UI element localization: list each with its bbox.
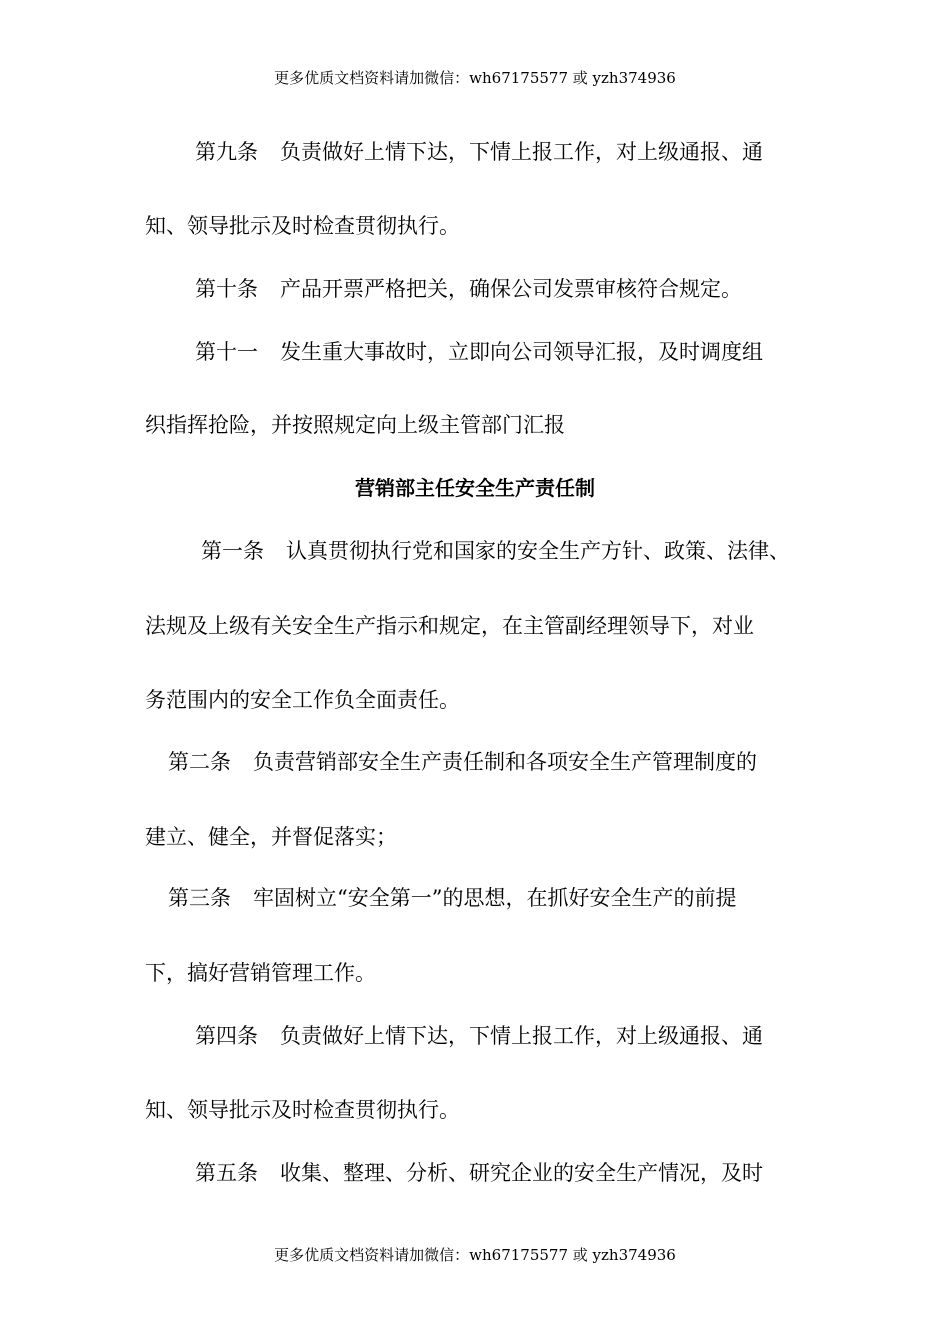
article-label: 第二条 — [168, 750, 231, 774]
article-1-line-1 — [201, 537, 790, 565]
article-text: 产品开票严格把关，确保公司发票审核符合规定。 — [280, 277, 742, 301]
article-text: 收集、整理、分析、研究企业的安全生产情况，及时 — [280, 1161, 763, 1185]
article-1-line-3: 务范围内的安全工作负全面责任。 — [145, 688, 460, 712]
article-text: 负责营销部安全生产责任制和各项安全生产管理制度的 — [253, 750, 757, 774]
article-text: 发生重大事故时，立即向公司领导汇报，及时调度组 — [280, 340, 763, 364]
article-9-line-2: 知、领导批示及时检查贯彻执行。 — [145, 214, 460, 238]
article-1-line-2: 法规及上级有关安全生产指示和规定，在主管副经理领导下，对业 — [145, 614, 754, 638]
article-10-line-1 — [195, 275, 742, 303]
page-header: 更多优质文档资料请加微信：wh67175577 或 yzh374936 — [274, 69, 676, 87]
article-3-line-1 — [168, 884, 736, 912]
page-footer: 更多优质文档资料请加微信：wh67175577 或 yzh374936 — [274, 1246, 676, 1264]
article-label: 第一条 — [201, 539, 264, 563]
article-label: 第三条 — [168, 886, 231, 910]
article-text: 牢固树立“安全第一”的思想，在抓好安全生产的前提 — [253, 886, 737, 910]
article-label: 第五条 — [195, 1161, 258, 1185]
article-4-line-2: 知、领导批示及时检查贯彻执行。 — [145, 1098, 460, 1122]
article-text: 负责做好上情下达，下情上报工作，对上级通报、通 — [280, 140, 763, 164]
article-label: 第十条 — [195, 277, 258, 301]
article-text: 负责做好上情下达，下情上报工作，对上级通报、通 — [280, 1024, 763, 1048]
article-3-line-2: 下，搞好营销管理工作。 — [145, 961, 376, 985]
article-5-line-1 — [195, 1159, 763, 1187]
article-label: 第四条 — [195, 1024, 258, 1048]
article-11-line-1 — [195, 338, 763, 366]
article-4-line-1 — [195, 1022, 763, 1050]
article-text: 认真贯彻执行党和国家的安全生产方针、政策、法律、 — [286, 539, 790, 563]
section-title: 营销部主任安全生产责任制 — [355, 476, 595, 500]
article-11-line-2: 织指挥抢险，并按照规定向上级主管部门汇报 — [145, 413, 565, 437]
article-label: 第九条 — [195, 140, 258, 164]
article-2-line-1 — [168, 748, 757, 776]
article-2-line-2: 建立、健全，并督促落实； — [145, 825, 397, 849]
article-9-line-1 — [195, 138, 763, 166]
article-label: 第十一 — [195, 340, 258, 364]
